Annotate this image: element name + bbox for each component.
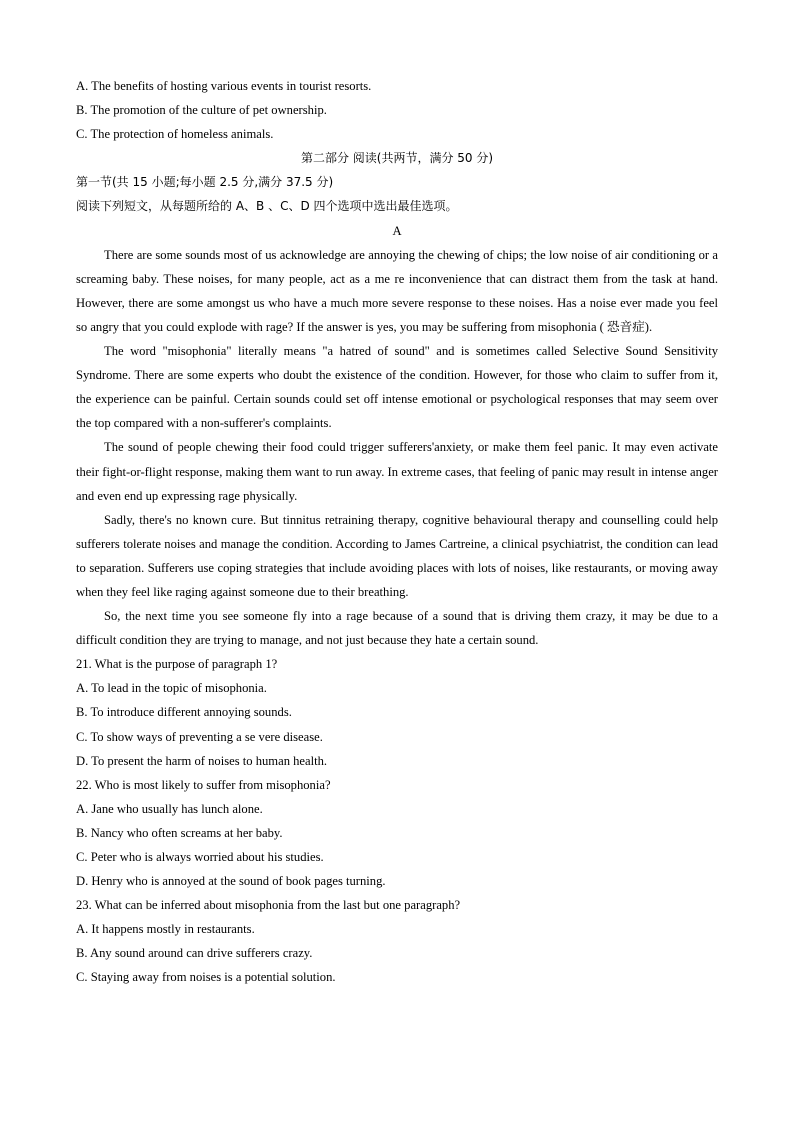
- question-22-stem: 22. Who is most likely to suffer from misophonia?: [76, 777, 331, 792]
- question-21-option-b: B. To introduce different annoying sounds.: [76, 705, 292, 720]
- question-22-option-d: D. Henry who is annoyed at the sound of book pages turning.: [76, 874, 386, 889]
- question-22-option-b: B. Nancy who often screams at her baby.: [76, 825, 283, 840]
- passage-paragraph-4: Sadly, there's no known cure. But tinnitus retraining therapy, cognitive behavioural therapy and counselling could help sufferers tolerate noises and manage the condition. According to James Cartreine, a clinical psychiatrist, the condition can lead to separation. Sufferers use coping strategies that include avoiding places with lots of noises, like restaurants, or moving away when they feel like raging against someone due to their breathing.: [76, 512, 718, 599]
- question-23-option-b: B. Any sound around can drive sufferers crazy.: [76, 946, 313, 961]
- question-23-option-c: C. Staying away from noises is a potential solution.: [76, 970, 336, 985]
- previous-option-c: C. The protection of homeless animals.: [76, 127, 274, 142]
- passage-paragraph-1: There are some sounds most of us acknowledge are annoying the chewing of chips; the low noise of air conditioning or a screaming baby. These noises, for many people, act as a me re inconvenience that can distract them from the task at hand. However, there are some amongst us who have a much more severe response to these noises. Has a noise ever made you feel so angry that you could explode with rage? If the answer is yes, you may be suffering from misophonia ( 恐音症).: [76, 247, 718, 334]
- previous-option-a: A. The benefits of hosting various events in tourist resorts.: [76, 79, 372, 93]
- passage-label: A: [392, 223, 402, 238]
- passage-paragraph-5: So, the next time you see someone fly into a rage because of a sound that is driving them crazy, it may be due to a difficult condition they are trying to manage, and not just because they hate a certain sound.: [76, 609, 718, 648]
- question-22-option-c: C. Peter who is always worried about his studies.: [76, 850, 324, 864]
- passage-paragraph-3: The sound of people chewing their food could trigger sufferers'anxiety, or make them feel panic. It may even activate their fight-or-flight response, making them want to run away. In extreme cases, that feeling of panic may result in intense anger and even end up expressing rage physically.: [76, 440, 718, 503]
- instruction: 阅读下列短文，从每题所给的 A、B 、C、D 四个选项中选出最佳选项。: [76, 199, 458, 214]
- question-21-option-d: D. To present the harm of noises to human health.: [76, 753, 328, 768]
- question-22-option-a: A. Jane who usually has lunch alone.: [76, 801, 263, 816]
- question-21-option-a: A. To lead in the topic of misophonia.: [76, 681, 267, 696]
- previous-option-b: B. The promotion of the culture of pet ownership.: [76, 103, 327, 118]
- question-23-stem: 23. What can be inferred about misophonia from the last but one paragraph?: [76, 898, 461, 913]
- question-21-stem: 21. What is the purpose of paragraph 1?: [76, 657, 278, 672]
- part-heading: 第二部分 阅读(共两节，满分 50 分): [300, 151, 494, 166]
- question-23-option-a: A. It happens mostly in restaurants.: [76, 922, 255, 937]
- section-heading: 第一节(共 15 小题;每小题 2.5 分,满分 37.5 分): [76, 175, 334, 190]
- exam-page: [76, 74, 718, 990]
- question-21-option-c: C. To show ways of preventing a se vere disease.: [76, 729, 323, 744]
- passage-paragraph-2: The word "misophonia" literally means "a hatred of sound" and is sometimes called Selective Sound Sensitivity Syndrome. There are some experts who doubt the existence of the condition. However, for those who claim to suffer from it, the experience can be painful. Certain sounds could set off intense emotional or psychological responses that may seem over the top compared with a non-sufferer's complaints.: [76, 344, 718, 431]
